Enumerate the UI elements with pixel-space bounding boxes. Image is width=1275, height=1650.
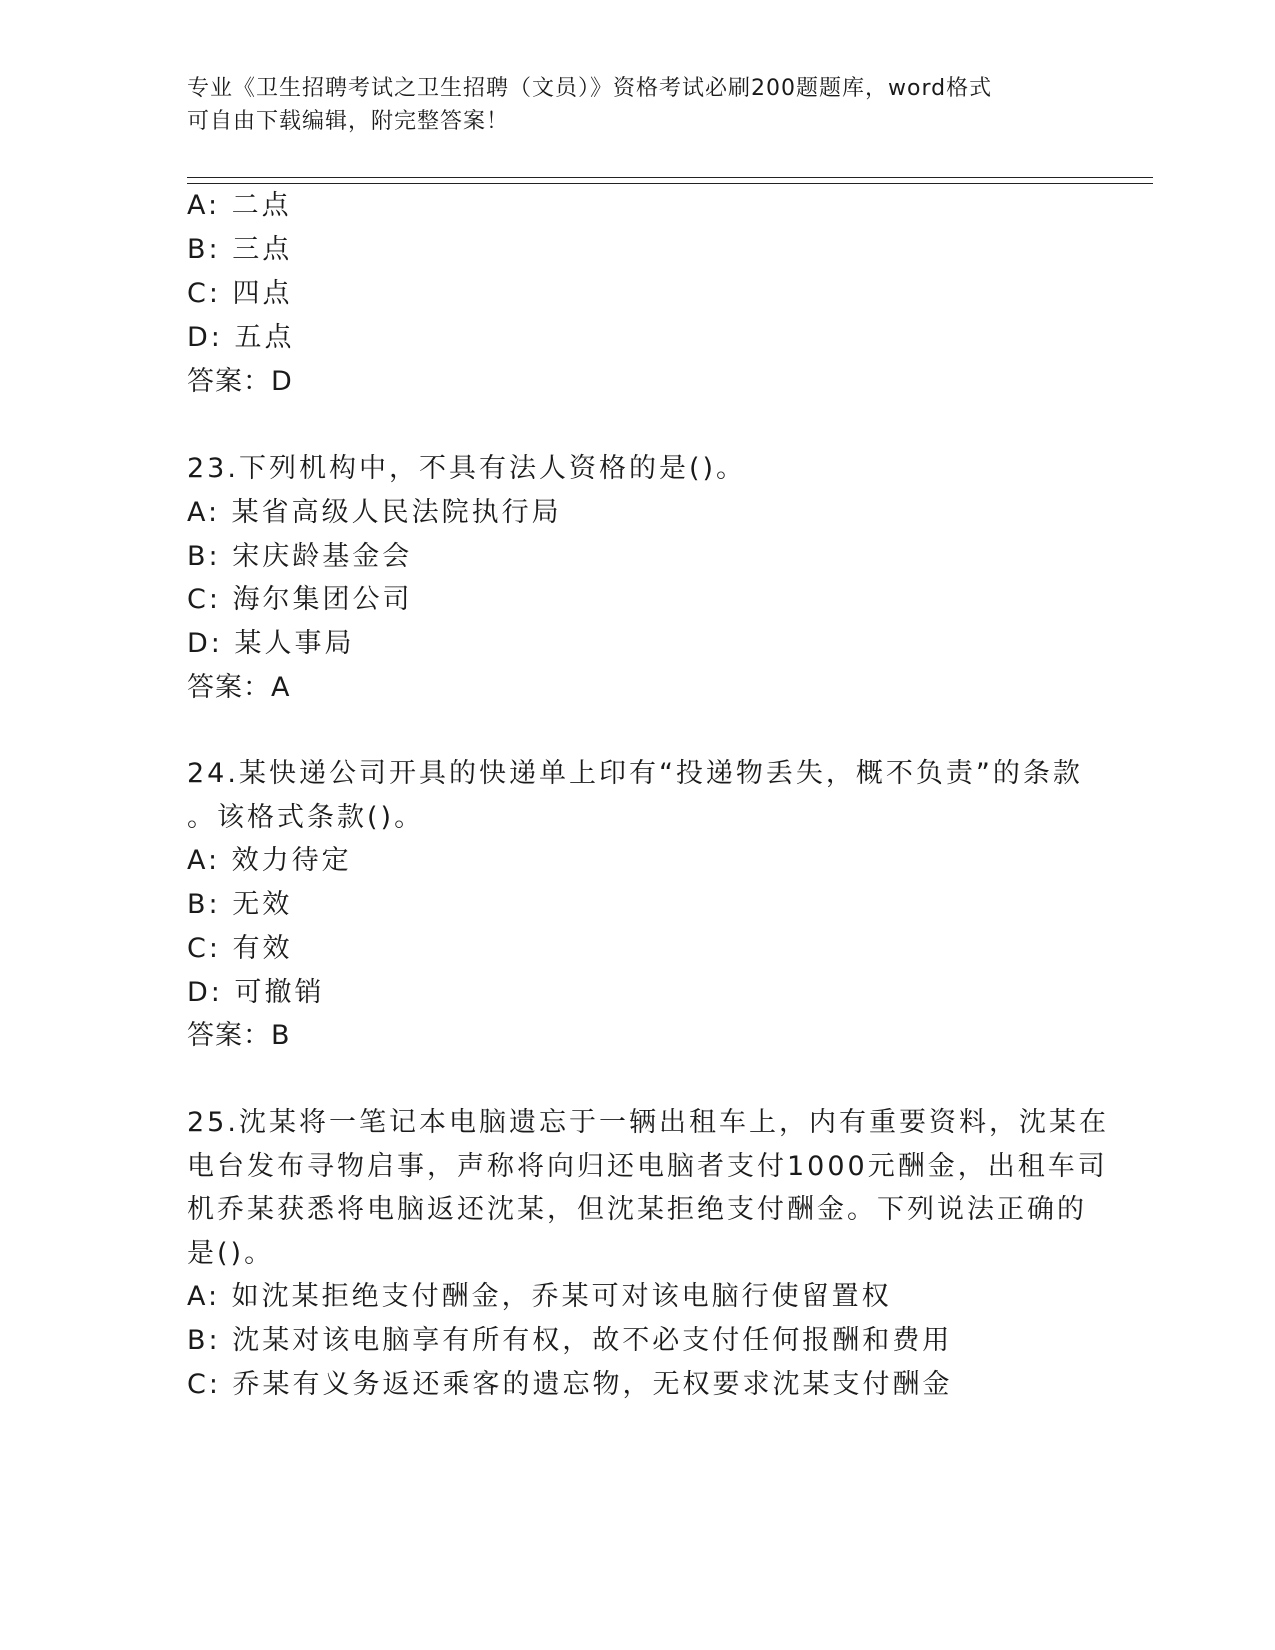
q25-stem-line-4: 是()。 bbox=[187, 1238, 275, 1269]
q23-answer: 答案：A bbox=[187, 672, 291, 703]
q24-option-b: B: 无效 bbox=[187, 889, 293, 920]
q24-option-d: D: 可撤销 bbox=[187, 977, 325, 1008]
q25-stem-line-1: 25.沈某将一笔记本电脑遗忘于一辆出租车上，内有重要资料，沈某在 bbox=[187, 1107, 1109, 1138]
q22-answer: 答案：D bbox=[187, 366, 293, 397]
q24-option-a: A: 效力待定 bbox=[187, 845, 352, 876]
q25-option-c: C: 乔某有义务返还乘客的遗忘物，无权要求沈某支付酬金 bbox=[187, 1369, 953, 1400]
header-line-1: 专业《卫生招聘考试之卫生招聘（文员）》资格考试必刷200题题库，word格式 bbox=[187, 76, 993, 101]
q23-option-a: A: 某省高级人民法院执行局 bbox=[187, 497, 562, 528]
q23-option-d: D: 某人事局 bbox=[187, 628, 355, 659]
q22-option-d: D: 五点 bbox=[187, 322, 295, 353]
q25-option-a: A: 如沈某拒绝支付酬金，乔某可对该电脑行使留置权 bbox=[187, 1281, 892, 1312]
q22-option-a: A: 二点 bbox=[187, 190, 292, 221]
q24-stem-line-1: 24.某快递公司开具的快递单上印有“投递物丢失，概不负责”的条款 bbox=[187, 758, 1083, 789]
q23-stem: 23.下列机构中，不具有法人资格的是()。 bbox=[187, 453, 747, 484]
q22-option-c: C: 四点 bbox=[187, 278, 293, 309]
q22-option-b: B: 三点 bbox=[187, 234, 293, 265]
header-rule-bottom bbox=[187, 183, 1153, 184]
header-line-2: 可自由下载编辑，附完整答案！ bbox=[187, 109, 510, 134]
q23-option-c: C: 海尔集团公司 bbox=[187, 584, 413, 615]
header-rule-top bbox=[187, 177, 1153, 178]
q25-option-b: B: 沈某对该电脑享有所有权，故不必支付任何报酬和费用 bbox=[187, 1325, 953, 1356]
q24-option-c: C: 有效 bbox=[187, 933, 293, 964]
q25-stem-line-3: 机乔某获悉将电脑返还沈某，但沈某拒绝支付酬金。下列说法正确的 bbox=[187, 1194, 1087, 1225]
document-header bbox=[187, 72, 1067, 138]
q24-answer: 答案：B bbox=[187, 1020, 291, 1051]
q23-option-b: B: 宋庆龄基金会 bbox=[187, 541, 413, 572]
q24-stem-line-2: 。该格式条款()。 bbox=[187, 802, 425, 833]
q25-stem-line-2: 电台发布寻物启事，声称将向归还电脑者支付1000元酬金，出租车司 bbox=[187, 1151, 1108, 1182]
